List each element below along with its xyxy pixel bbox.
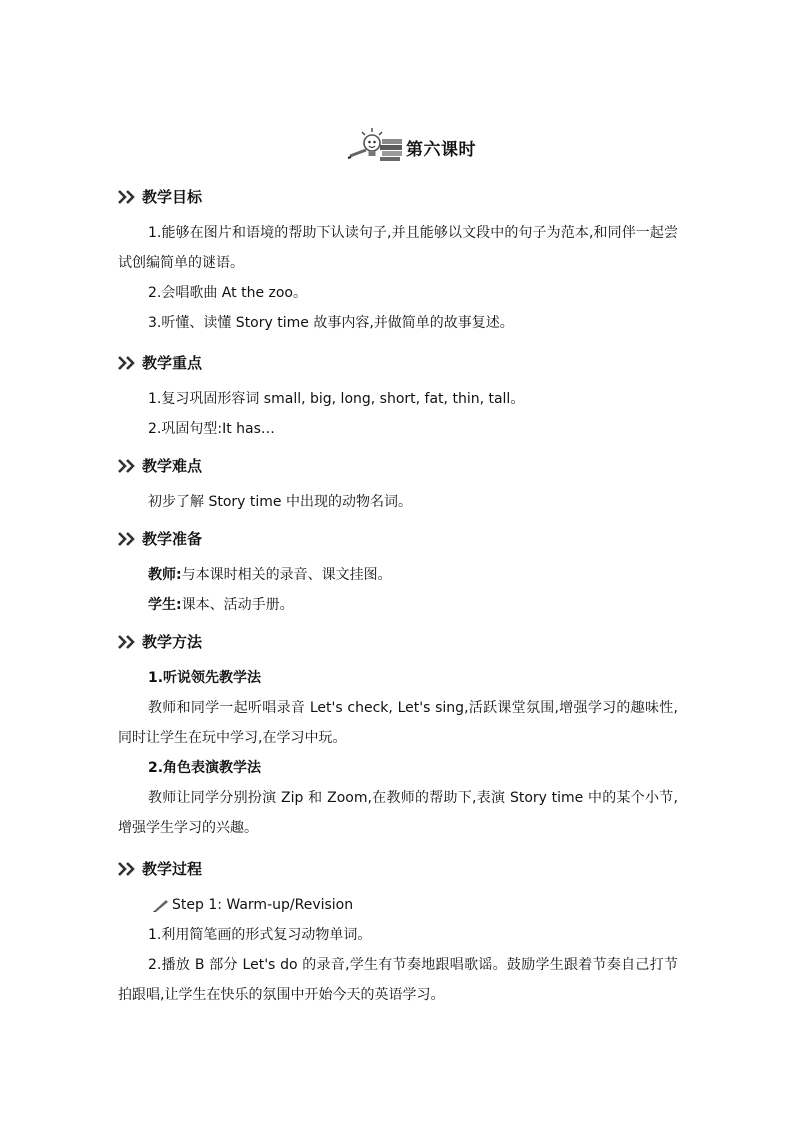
- goal-item-2: 2.会唱歌曲 At the zoo。: [148, 285, 307, 301]
- lightbulb-books-icon: [346, 126, 404, 164]
- section-heading-text: 教学难点: [142, 457, 203, 475]
- double-chevron-icon: [118, 190, 140, 204]
- section-heading: [118, 351, 678, 375]
- student-label: 学生:: [148, 597, 182, 613]
- double-chevron-icon: [118, 862, 140, 876]
- section-heading: [118, 630, 678, 654]
- step-1-title-row: [118, 890, 678, 920]
- page-title: 第六课时: [406, 139, 476, 160]
- section-heading: [118, 185, 678, 209]
- double-chevron-icon: [118, 459, 140, 473]
- goal-item-3: 3.听懂、读懂 Story time 故事内容,并做简单的故事复述。: [148, 315, 514, 331]
- double-chevron-icon: [118, 635, 140, 649]
- process-item-2: 2.播放 B 部分 Let's do 的录音,学生有节奏地跟唱歌谣。鼓励学生跟着节奏自己打节拍跟唱,让学生在快乐的氛围中开始今天的英语学习。: [118, 957, 678, 1003]
- section-heading-text: 教学过程: [142, 860, 203, 878]
- teacher-label: 教师:: [148, 567, 182, 583]
- section-heading: [118, 454, 678, 478]
- section-heading-text: 教学重点: [142, 354, 203, 372]
- difficulty-item-1: 初步了解 Story time 中出现的动物名词。: [148, 494, 412, 510]
- section-methods: [118, 630, 678, 843]
- title-row: [346, 125, 476, 165]
- method-2-text: 教师让同学分别扮演 Zip 和 Zoom,在教师的帮助下,表演 Story time 中的某个小节,增强学生学习的兴趣。: [118, 790, 678, 836]
- teacher-text: 与本课时相关的录音、课文挂图。: [181, 567, 392, 583]
- section-preparation: [118, 527, 678, 620]
- student-text: 课本、活动手册。: [181, 597, 294, 613]
- section-heading-text: 教学目标: [142, 188, 203, 206]
- preparation-teacher: [118, 560, 678, 590]
- section-process: [118, 857, 678, 1010]
- method-1-title: 1.听说领先教学法: [148, 670, 262, 686]
- process-item-1: 1.利用简笔画的形式复习动物单词。: [148, 927, 372, 943]
- section-heading-text: 教学准备: [142, 530, 203, 548]
- section-key-points: [118, 351, 678, 444]
- method-1-text: 教师和同学一起听唱录音 Let's check, Let's sing,活跃课堂氛围,增强学习的趣味性,同时让学生在玩中学习,在学习中玩。: [118, 700, 678, 746]
- key-point-item-1: 1.复习巩固形容词 small, big, long, short, fat, thin, tall。: [148, 391, 525, 407]
- section-heading-text: 教学方法: [142, 633, 203, 651]
- step-1-title: Step 1: Warm-up/Revision: [172, 897, 354, 913]
- section-difficulties: [118, 454, 678, 517]
- double-chevron-icon: [118, 356, 140, 370]
- pen-icon: [152, 898, 170, 912]
- preparation-student: [118, 590, 678, 620]
- section-heading: [118, 527, 678, 551]
- double-chevron-icon: [118, 532, 140, 546]
- key-point-item-2: 2.巩固句型:It has…: [148, 421, 275, 437]
- section-goals: [118, 185, 678, 338]
- goal-item-1: 1.能够在图片和语境的帮助下认读句子,并且能够以文段中的句子为范本,和同伴一起尝试创编简单的谜语。: [118, 225, 678, 271]
- method-2-title: 2.角色表演教学法: [148, 760, 262, 776]
- section-heading: [118, 857, 678, 881]
